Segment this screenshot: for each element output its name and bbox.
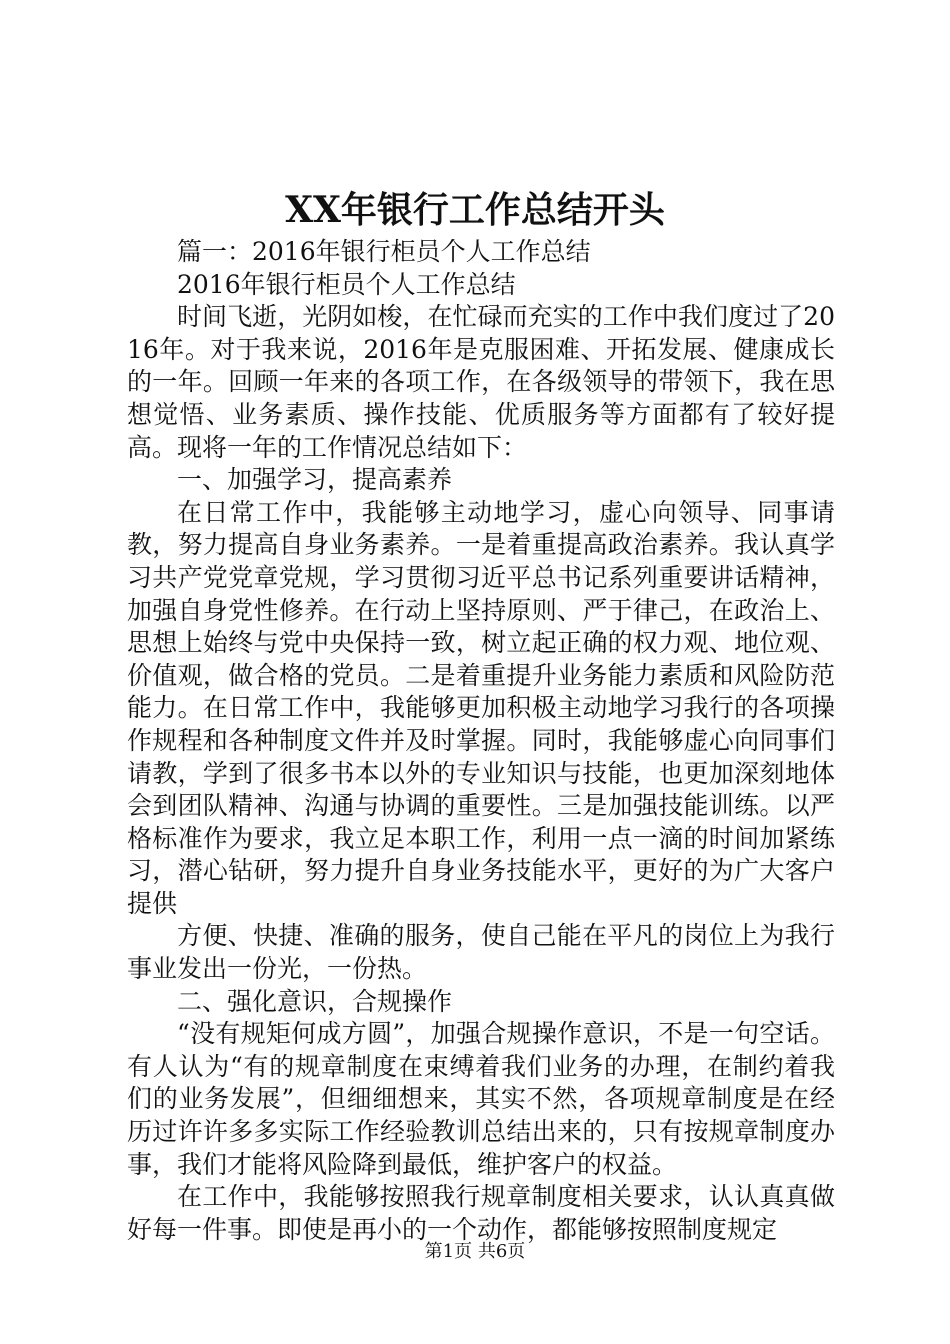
paragraph-service: 方便、快捷、准确的服务，使自己能在平凡的岗位上为我行事业发出一份光，一份热。: [127, 921, 835, 984]
paragraph-heading-1: 一、加强学习，提高素养: [177, 465, 453, 495]
paragraph-subtitle: 2016年银行柜员个人工作总结: [177, 269, 516, 299]
document-body: [127, 236, 835, 1246]
paragraph-work: 在工作中，我能够按照我行规章制度相关要求，认认真真做好每一件事。即使是再小的一个动作，都能够按照制度规定: [127, 1182, 835, 1244]
page-footer: 第1页 共6页: [424, 1241, 526, 1262]
paragraph-section-heading: 篇一：2016年银行柜员个人工作总结: [177, 237, 591, 266]
paragraph-intro: 时间飞逝，光阴如梭，在忙碌而充实的工作中我们度过了2016年。对于我来说，2016年是克服困难、开拓发展、健康成长的一年。回顾一年来的各项工作，在各级领导的带领下，我在思想觉悟、业务素质、操作技能、优质服务等方面都有了较好提高。现将一年的工作情况总结如下：: [127, 302, 835, 462]
paragraph-compliance: “没有规矩何成方圆”，加强合规操作意识，不是一句空话。有人认为“有的规章制度在束缚着我们业务的办理，在制约着我们的业务发展”，但细细想来，其实不然，各项规章制度是在经历过许许多多实际工作经验教训总结出来的，只有按规章制度办事，我们才能将风险降到最低，维护客户的权益。: [127, 1019, 835, 1179]
paragraph-learning: 在日常工作中，我能够主动地学习，虚心向领导、同事请教，努力提高自身业务素养。一是着重提高政治素养。我认真学习共产党党章党规，学习贯彻习近平总书记系列重要讲话精神，加强自身党性修养。在行动上坚持原则、严于律己，在政治上、思想上始终与党中央保持一致，树立起正确的权力观、地位观、价值观，做合格的党员。二是着重提升业务能力素质和风险防范能力。在日常工作中，我能够更加积极主动地学习我行的各项操作规程和各种制度文件并及时掌握。同时，我能够虚心向同事们请教，学到了很多书本以外的专业知识与技能，也更加深刻地体会到团队精神、沟通与协调的重要性。三是加强技能训练。以严格标准作为要求，我立足本职工作，利用一点一滴的时间加紧练习，潜心钻研，努力提升自身业务技能水平，更好的为广大客户提供: [127, 497, 835, 918]
paragraph-heading-2: 二、强化意识，合规操作: [177, 986, 453, 1016]
document-title: XX年银行工作总结开头: [285, 189, 665, 231]
